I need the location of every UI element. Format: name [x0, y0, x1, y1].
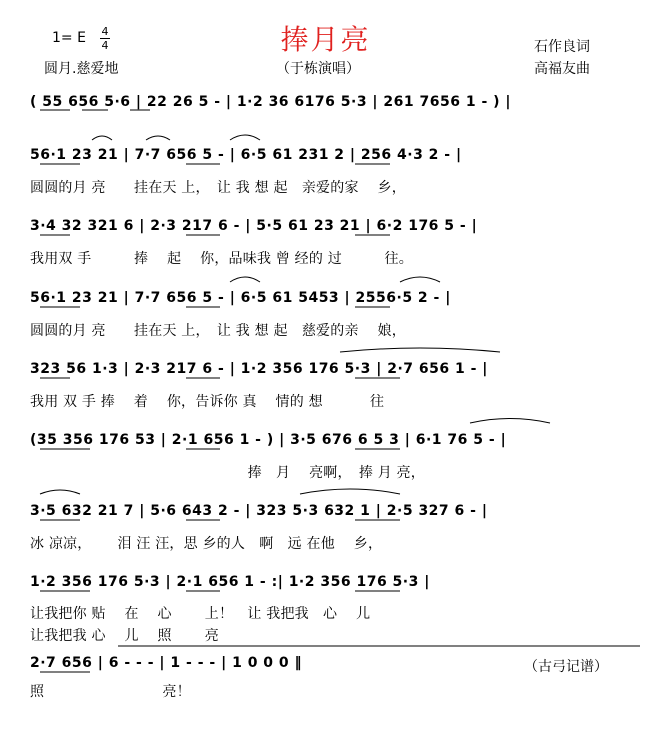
lyric-row-5: 我用 双 手 捧 着 你，告诉你 真 情的 想 往	[30, 394, 385, 410]
composer-credit: 高福友曲	[534, 61, 590, 77]
notation-row-4: 56·1 23 21 | 7·7 656 5 - | 6·5 61 5453 | 2556·5 2 - |	[30, 290, 451, 306]
lyric-row-8-verse-2: 让我把我 心 儿 照 亮	[30, 628, 219, 644]
notation-row-2: 56·1 23 21 | 7·7 656 5 - | 6·5 61 231 2 | 256 4·3 2 - |	[30, 147, 462, 163]
performer: （于栋演唱）	[276, 61, 360, 77]
lyric-row-7: 冰 凉凉， 泪 汪 汪，思 乡的人 啊 远 在他 乡，	[30, 536, 383, 552]
lyricist-credit: 石作良词	[534, 39, 590, 55]
slurs-row-2	[92, 135, 260, 140]
notation-row-9: 2·7 656 | 6 - - - | 1 - - - | 1 0 0 0 ‖	[30, 655, 303, 671]
notation-row-8: 1·2 356 176 5·3 | 2·1 656 1 - :| 1·2 356 176 5·3 |	[30, 574, 430, 590]
lyric-row-4: 圆圆的月 亮 挂在天 上， 让 我 想 起 慈爱的亲 娘，	[30, 323, 406, 339]
song-title: 捧月亮	[280, 23, 371, 56]
lyric-row-6: 捧 月 亮啊， 捧 月 亮，	[30, 465, 425, 481]
notation-row-7: 3·5 632 21 7 | 5·6 643 2 - | 323 5·3 632 1 | 2·5 327 6 - |	[30, 503, 488, 519]
slurs-row-5	[340, 348, 500, 352]
key-signature: 1= E	[52, 30, 86, 46]
lyric-row-3: 我用双 手 捧 起 你，品味我 曾 经的 过 往。	[30, 251, 413, 267]
notation-row-3: 3·4 32 321 6 | 2·3 217 6 - | 5·5 61 23 21 | 6·2 176 5 - |	[30, 218, 478, 234]
lyric-row-9: 照 亮！	[30, 684, 191, 700]
lyric-row-2: 圆圆的月 亮 挂在天 上， 让 我 想 起 亲爱的家 乡，	[30, 180, 406, 196]
notation-row-6: (35 356 176 53 | 2·1 656 1 - ) | 3·5 676 6 5 3 | 6·1 76 5 - |	[30, 432, 507, 448]
slurs-row-7	[40, 489, 400, 494]
slurs-row-4	[230, 277, 440, 282]
notation-row-5: 323 56 1·3 | 2·3 217 6 - | 1·2 356 176 5·3 | 2·7 656 1 - |	[30, 361, 488, 377]
time-signature-bottom: 4	[101, 39, 109, 52]
slurs-row-6	[470, 419, 550, 424]
notation-row-1: ( 55 656 5·6 | 22 26 5 - | 1·2 36 6176 5·3 | 261 7656 1 - ) |	[30, 94, 512, 110]
time-signature-top: 4	[101, 25, 109, 38]
transcriber-credit: （古弓记谱）	[524, 659, 608, 675]
lyric-row-8: 让我把你 贴 在 心 上！ 让 我把我 心 儿	[30, 606, 371, 622]
tempo-marking: 圆月.慈爱地	[44, 61, 119, 77]
